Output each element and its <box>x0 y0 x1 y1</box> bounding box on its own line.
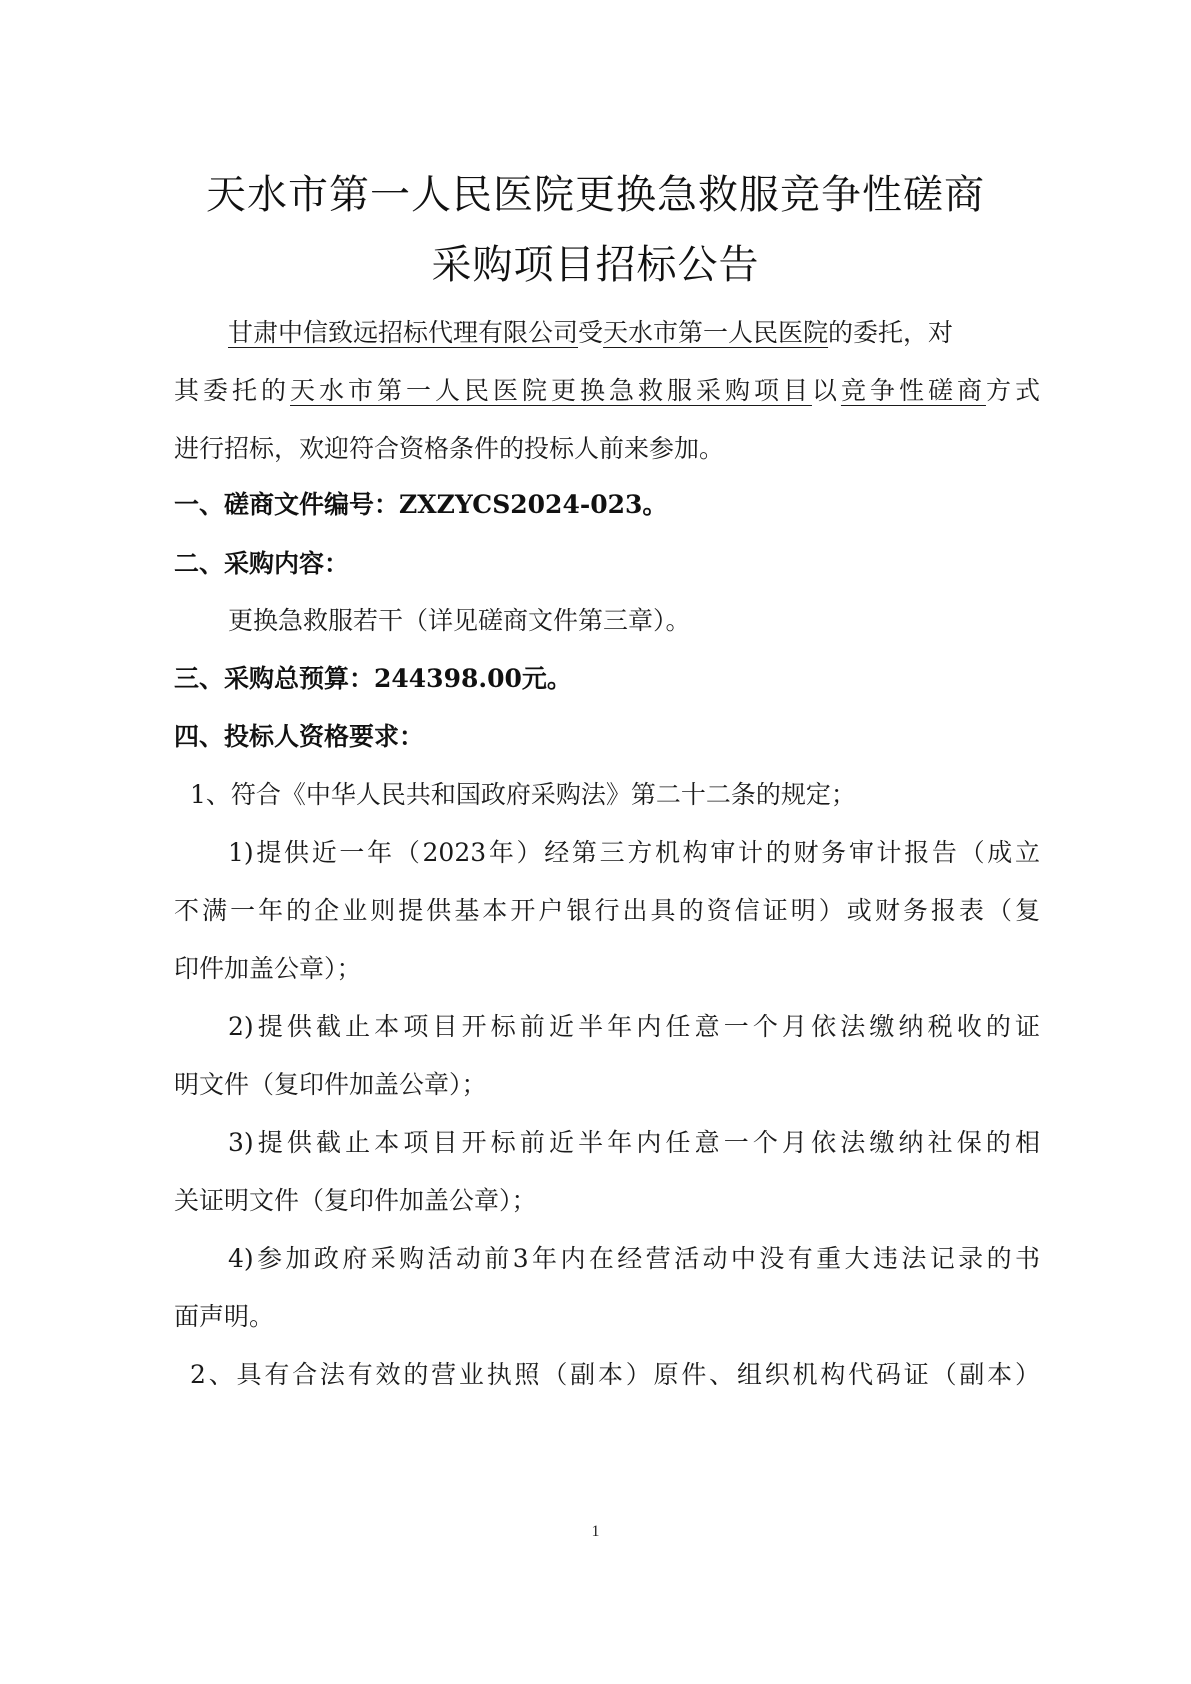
document-title-line-1: 天水市第一人民医院更换急救服竞争性磋商 <box>206 172 985 218</box>
item-1-line-1: 1)提供近一年（2023年）经第三方机构审计的财务审计报告（成立 <box>228 838 1040 867</box>
section-3-heading: 三、采购总预算：244398.00元。 <box>174 664 572 693</box>
requirement-1: 1、符合《中华人民共和国政府采购法》第二十二条的规定； <box>190 780 856 809</box>
intro-line-3: 进行招标，欢迎符合资格条件的投标人前来参加。 <box>174 434 725 463</box>
agent-name: 甘肃中信致远招标代理有限公司 <box>228 318 579 347</box>
section-2-heading: 二、采购内容： <box>174 549 350 578</box>
section-1-heading: 一、磋商文件编号：ZXZYCS2024-023。 <box>174 490 668 519</box>
requirement-2: 2、具有合法有效的营业执照（副本）原件、组织机构代码证（副本） <box>190 1360 1040 1389</box>
intro-weituo: 的委托，对 <box>828 318 954 347</box>
item-2-line-2: 明文件（复印件加盖公章）； <box>174 1070 487 1099</box>
item-4-line-2: 面声明。 <box>174 1302 275 1331</box>
item-1-line-3: 印件加盖公章）； <box>174 954 362 983</box>
intro-yi: 以 <box>811 376 841 405</box>
intro-line-1 <box>228 313 1040 349</box>
item-1-line-2: 不满一年的企业则提供基本开户银行出具的资信证明）或财务报表（复 <box>174 896 1040 925</box>
intro-l2-prefix: 其委托的 <box>174 376 290 405</box>
project-name: 天水市第一人民医院更换急救服采购项目 <box>290 376 812 405</box>
page-number: 1 <box>591 1523 600 1540</box>
section-4-heading: 四、投标人资格要求： <box>174 722 425 751</box>
item-4-line-1: 4)参加政府采购活动前3年内在经营活动中没有重大违法记录的书 <box>228 1244 1040 1273</box>
client-name: 天水市第一人民医院 <box>603 318 829 347</box>
section-2-text: 更换急救服若干（详见磋商文件第三章）。 <box>228 606 691 635</box>
intro-fangshi: 方式 <box>985 376 1040 405</box>
item-3-line-1: 3)提供截止本项目开标前近半年内任意一个月依法缴纳社保的相 <box>228 1128 1040 1157</box>
item-2-line-1: 2)提供截止本项目开标前近半年内任意一个月依法缴纳税收的证 <box>228 1012 1040 1041</box>
document-title-line-2: 采购项目招标公告 <box>431 242 760 288</box>
intro-shou: 受 <box>578 318 604 347</box>
intro-line-2 <box>174 371 1040 407</box>
procurement-method: 竞争性磋商 <box>840 376 986 405</box>
item-3-line-2: 关证明文件（复印件加盖公章）； <box>174 1186 537 1215</box>
